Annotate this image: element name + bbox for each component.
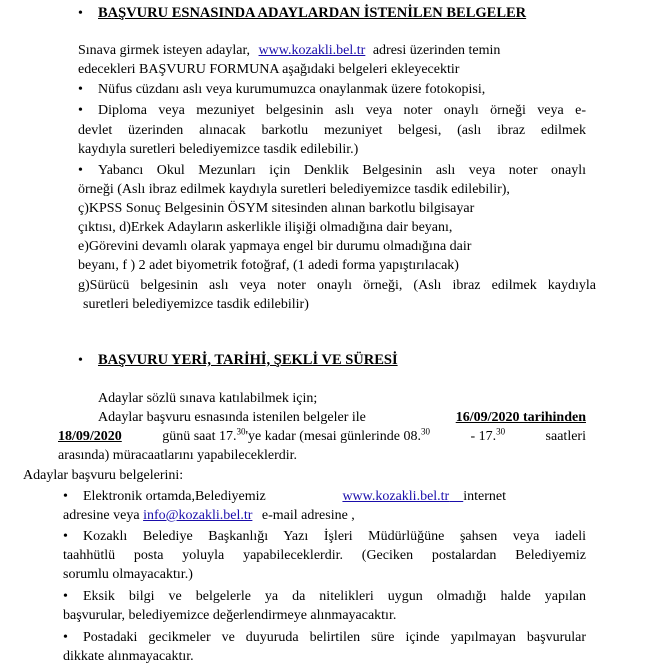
email-link[interactable]: info@kozakli.bel.tr — [143, 508, 253, 523]
end-date: 18/09/2020 — [58, 429, 122, 444]
intro-text-a: Sınava girmek isteyen adaylar, — [78, 43, 251, 58]
list-item-duty-line-2: beyanı, f ) 2 adet biyometrik fotoğraf, (1 adedi forma yapıştırılacak) — [78, 258, 459, 273]
list-bullet: • — [63, 589, 68, 604]
intro-text-b: adresi üzerinden temin — [372, 43, 501, 58]
section-heading-application: BAŞVURU YERİ, TARİHİ, ŞEKLİ VE SÜRESİ — [98, 352, 398, 368]
list-item-in-person-line-3: sorumlu olmayacaktır.) — [63, 567, 193, 582]
electronic-text-d: e-mail adresine , — [261, 508, 355, 523]
list-bullet: • — [78, 103, 83, 118]
dates-text-d: - 17. — [470, 429, 497, 444]
paragraph-oral-exam: Adaylar sözlü sınava katılabilmek için; — [98, 391, 318, 406]
dates-time-end — [470, 428, 505, 445]
list-bullet: • — [78, 163, 83, 178]
electronic-link-wrap — [342, 488, 506, 505]
intro-line-1 — [78, 42, 500, 59]
heading-bullet: • — [78, 353, 83, 368]
electronic-text-a: Elektronik ortamda,Belediyemiz — [83, 489, 266, 504]
electronic-text-b: internet — [463, 489, 506, 504]
list-item-delays-line-2: dikkate alınmayacaktır. — [63, 649, 194, 664]
list-bullet: • — [63, 529, 68, 544]
list-item-license-line-2: suretleri belediyemizce tasdik edilebilir) — [83, 297, 309, 312]
start-date: 16/09/2020 tarihinden — [455, 410, 586, 425]
list-bullet: • — [63, 489, 68, 504]
time-minutes-1: 30 — [236, 426, 246, 437]
electronic-text-c: adresine veya — [63, 508, 140, 523]
dates-time — [162, 428, 430, 445]
list-item-kpss-line-1: ç)KPSS Sonuç Belgesinin ÖSYM sitesinden alınan barkotlu bilgisayar — [78, 201, 475, 216]
list-item-missing-docs-line-1: Eksik bilgi ve belgelerle ya da nitelikleri uygun olmadığı halde yapılan — [83, 589, 586, 604]
list-item-missing-docs-line-2: başvurular, belediyemizce değerlendirmeye alınmayacaktır. — [63, 608, 397, 623]
list-item-duty-line-1: e)Görevini devamlı olarak yapmaya engel bir durumu olmadığına dair — [78, 239, 472, 254]
list-item-electronic-line-2 — [63, 507, 355, 524]
list-item-license-line-1: g)Sürücü belgesinin aslı veya noter onaylı örneği, (Aslı ibraz edilmek kaydıyla — [78, 278, 596, 293]
section-heading-documents: BAŞVURU ESNASINDA ADAYLARDAN İSTENİLEN BELGELER — [98, 5, 527, 21]
list-bullet: • — [63, 630, 68, 645]
list-item-in-person-line-2: taahhütlü posta yoluyla yapabileceklerdir. (Geciken postalardan Belediyemiz — [63, 548, 586, 563]
list-item-diploma-line-2: devlet üzerinden alınacak barkotlu mezuniyet belgesi, (aslı ibraz edilmek — [78, 123, 586, 138]
intro-line-2: edecekleri BAŞVURU FORMUNA aşağıdaki belgeleri ekleyecektir — [78, 62, 460, 77]
dates-text-e: saatleri — [545, 429, 586, 444]
list-item-diploma-line-1: Diploma veya mezuniyet belgesinin aslı veya noter onaylı örneği veya e- — [98, 103, 586, 118]
time-minutes-3: 30 — [496, 426, 506, 437]
list-item-delays-line-1: Postadaki gecikmeler ve duyuruda belirtilen süre içinde yapılmayan başvurular — [83, 630, 586, 645]
dates-text-c: 'ye kadar (mesai günlerinde 08. — [245, 429, 421, 444]
website-link[interactable]: www.kozakli.bel.tr — [258, 43, 366, 58]
dates-text-b: günü saat 17. — [162, 429, 237, 444]
list-item-in-person-line-1: Kozaklı Belediye Başkanlığı Yazı İşleri Müdürlüğüne şahsen veya iadeli — [83, 529, 586, 544]
list-item-electronic-line-1 — [83, 488, 506, 505]
heading-bullet: • — [78, 6, 83, 21]
list-item-foreign-line-2: örneği (Aslı ibraz edilmek kaydıyla suretleri belediyemizce tasdik edilebilir), — [78, 182, 510, 197]
list-bullet: • — [78, 82, 83, 97]
list-item-diploma-line-3: kaydıyla suretleri belediyemizce tasdik edilebilir.) — [78, 142, 359, 157]
paragraph-dates-line-1 — [98, 409, 586, 426]
list-item-kpss-line-2: çıktısı, d)Erkek Adayların askerlikle ilişiği olmadığına dair beyanı, — [78, 220, 453, 235]
list-item-foreign-line-1: Yabancı Okul Mezunları için Denklik Belgesinin aslı veya noter onaylı — [98, 163, 586, 178]
paragraph-dates-line-2 — [58, 428, 586, 445]
paragraph-dates-line-3: arasında) müracaatlarını yapabileceklerdir. — [58, 448, 298, 463]
link-underline-tail — [449, 489, 463, 504]
time-minutes-2: 30 — [421, 426, 430, 437]
dates-text-a: Adaylar başvuru esnasında istenilen belgeler ile — [98, 410, 366, 425]
paragraph-submission-intro: Adaylar başvuru belgelerini: — [23, 468, 184, 483]
list-item-id-card: Nüfus cüzdanı aslı veya kurumumuzca onaylanmak üzere fotokopisi, — [98, 82, 486, 97]
website-link[interactable]: www.kozakli.bel.tr — [342, 489, 450, 504]
